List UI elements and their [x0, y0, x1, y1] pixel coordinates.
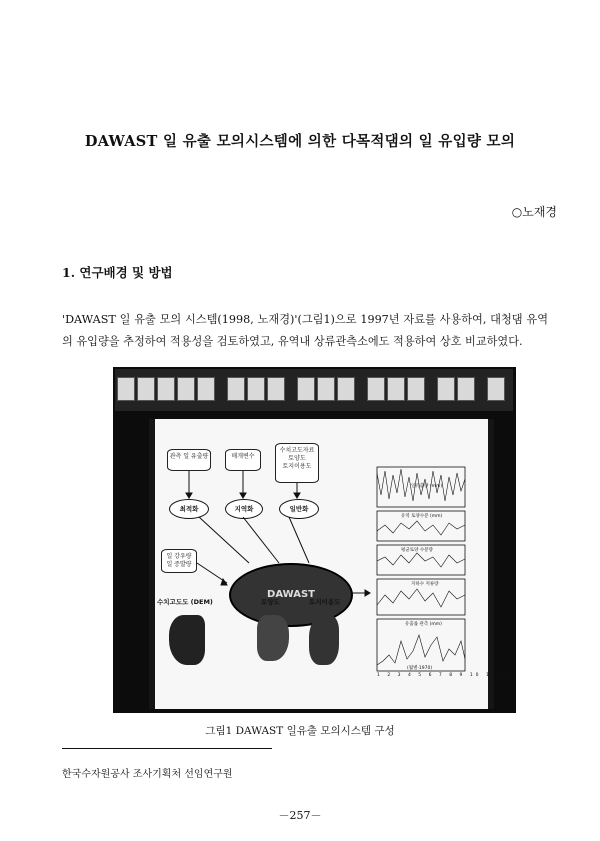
input-rain-evap: 일 강우량 일 증발량	[161, 549, 197, 573]
landuse-map	[309, 615, 339, 665]
toolbar-button	[247, 377, 265, 401]
month-ticks	[377, 673, 514, 678]
toolbar-button	[297, 377, 315, 401]
month-tick: 12	[502, 673, 514, 678]
month-tick: 9	[459, 673, 466, 678]
input-parameters: 매개변수	[225, 449, 261, 471]
figure-toolbar	[115, 369, 513, 411]
toolbar-button	[117, 377, 135, 401]
dawast-model-node: DAWAST	[229, 563, 353, 627]
toolbar-button	[317, 377, 335, 401]
page-title: DAWAST 일 유출 모의시스템에 의한 다목적댐의 일 유입량 모의	[84, 133, 516, 150]
month-tick: 6	[428, 673, 435, 678]
month-tick: 1	[377, 673, 383, 678]
output-chart-lines	[371, 465, 469, 685]
chart-title: 평균토양 수분량	[401, 548, 433, 553]
scan-noise	[149, 419, 155, 709]
map-label-landuse: 토지이용도	[309, 598, 341, 606]
month-tick: 11	[485, 673, 498, 678]
output-charts	[371, 465, 514, 685]
soil-map	[257, 615, 289, 661]
footnote: 한국수자원공사 조사기획처 선임연구원	[62, 769, 233, 780]
map-label-dem: 수치고도도 (DEM)	[157, 598, 213, 606]
toolbar-button	[367, 377, 385, 401]
toolbar-button	[197, 377, 215, 401]
chart-title: 유출률 관측 (mm)	[405, 622, 442, 627]
month-tick: 7	[438, 673, 445, 678]
map-label-soil: 토양도	[261, 598, 280, 606]
figure-canvas	[149, 419, 514, 709]
toolbar-button	[157, 377, 175, 401]
process-regionalization: 지역화	[225, 499, 263, 519]
toolbar-button	[457, 377, 475, 401]
toolbar-button	[487, 377, 505, 401]
dem-map	[169, 615, 205, 665]
toolbar-button	[437, 377, 455, 401]
chart-title: 지하수 저류량	[411, 582, 439, 587]
author: ○노재경	[511, 205, 557, 219]
month-tick: 10	[469, 673, 482, 678]
chart-title: 유역 토양수분 (mm)	[401, 514, 443, 519]
month-axis-label: (월별·1970)	[407, 666, 433, 671]
toolbar-button	[387, 377, 405, 401]
month-tick: 5	[418, 673, 425, 678]
month-tick: 8	[449, 673, 456, 678]
month-tick: 4	[407, 673, 414, 678]
process-optimization: 최적화	[169, 499, 209, 519]
month-tick: 2	[387, 673, 394, 678]
toolbar-button	[407, 377, 425, 401]
process-generalization: 일반화	[279, 499, 319, 519]
page-number: －257－	[278, 809, 322, 822]
toolbar-button	[267, 377, 285, 401]
toolbar-button	[227, 377, 245, 401]
toolbar-button	[137, 377, 155, 401]
footnote-rule	[62, 748, 272, 749]
input-observed-runoff: 관측 일 유출량	[167, 449, 211, 471]
body-paragraph: 'DAWAST 일 유출 모의 시스템(1998, 노재경)'(그림1)으로 1997년 자료를 사용하여, 대청댐 유역의 유입량을 추정하여 적용성을 검토하였고, 유역내 상류관측소에도 적용하여 상호 비교하였다.	[62, 313, 548, 348]
toolbar-button	[337, 377, 355, 401]
month-tick: 3	[397, 673, 404, 678]
section-heading: 1. 연구배경 및 방법	[62, 265, 173, 280]
toolbar-button	[177, 377, 195, 401]
figure-screenshot	[113, 367, 516, 713]
figure-caption: 그림1 DAWAST 일유출 모의시스템 구성	[205, 725, 395, 737]
chart-title: 일유출량 (mm)	[411, 484, 443, 489]
input-gis-data: 수치고도자료 토양도 토지이용도	[275, 443, 319, 483]
scan-noise	[488, 419, 494, 709]
